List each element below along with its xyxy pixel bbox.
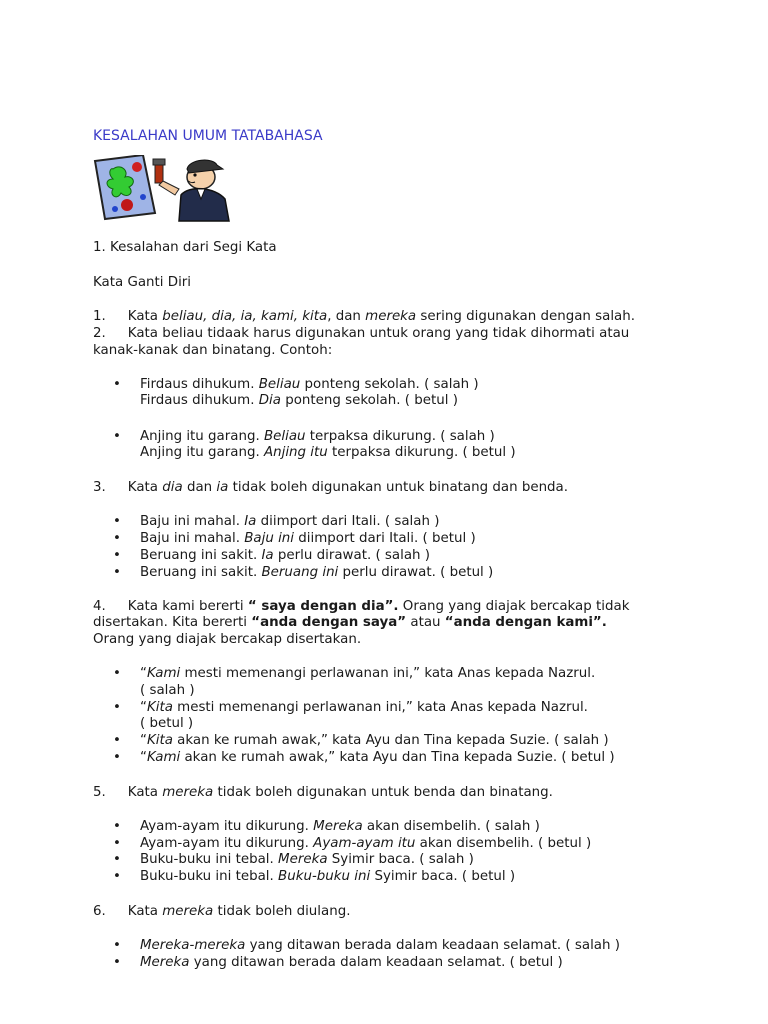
text: Beruang ini sakit. [140, 565, 262, 580]
example [140, 548, 430, 564]
italic-text: Ia [261, 548, 274, 563]
text: mesti memenangi perlawanan ini,” kata Anas kepada Nazrul. [180, 666, 596, 681]
text: Beruang ini sakit. [140, 548, 262, 563]
text: Syimir baca. ( betul ) [370, 869, 516, 884]
italic-text: Beliau [263, 429, 306, 444]
italic-text: Dia [258, 393, 281, 408]
bold-text: “ saya dengan dia”. [247, 599, 399, 614]
italic-text: Ia [244, 514, 257, 529]
italic-text: Baju ini [244, 531, 295, 546]
italic-text: Kita [146, 700, 173, 715]
text: Kata [127, 904, 163, 919]
bullet: • [113, 514, 121, 529]
example [140, 852, 474, 868]
point-5 [93, 785, 553, 801]
example [140, 377, 479, 393]
bullet: • [113, 750, 121, 765]
point-4-cont: Orang yang diajak bercakap disertakan. [93, 632, 362, 647]
text: Firdaus dihukum. [140, 393, 259, 408]
text: “ [140, 666, 147, 681]
text: ponteng sekolah. ( salah ) [300, 377, 479, 392]
italic-text: Anjing itu [263, 445, 328, 460]
bullet: • [113, 548, 121, 563]
text: akan ke rumah awak,” kata Ayu dan Tina kepada Suzie. ( salah ) [172, 733, 609, 748]
text: Kata kami bererti [127, 599, 248, 614]
text: sering digunakan dengan salah. [416, 309, 635, 324]
text: ponteng sekolah. ( betul ) [280, 393, 458, 408]
point-number: 6. [93, 904, 106, 919]
text: Anjing itu garang. [140, 445, 264, 460]
text: Orang yang diajak bercakap tidak [398, 599, 630, 614]
bullet: • [113, 869, 121, 884]
text: terpaksa dikurung. ( betul ) [327, 445, 516, 460]
document-title: KESALAHAN UMUM TATABAHASA [93, 128, 323, 144]
text: perlu dirawat. ( salah ) [273, 548, 431, 563]
bullet: • [113, 955, 121, 970]
text: Kata [127, 785, 163, 800]
bullet: • [113, 531, 121, 546]
example [140, 819, 540, 835]
example [140, 869, 515, 885]
point-6 [93, 904, 350, 920]
italic-text: Kami [146, 750, 181, 765]
text: akan disembelih. ( salah ) [362, 819, 540, 834]
italic-text: Kami [146, 666, 181, 681]
example [140, 836, 591, 852]
italic-text: Mereka-mereka [140, 938, 246, 953]
text: disertakan. Kita bererti [93, 615, 252, 630]
text: atau [406, 615, 445, 630]
italic-text: Kita [146, 733, 173, 748]
text: akan ke rumah awak,” kata Ayu dan Tina kepada Suzie. ( betul ) [180, 750, 615, 765]
example-verdict: ( salah ) [140, 683, 195, 698]
italic-text: Ayam-ayam itu [313, 836, 416, 851]
text: Buku-buku ini tebal. [140, 869, 279, 884]
example [140, 514, 439, 530]
example [140, 750, 615, 766]
example [140, 938, 620, 954]
italic-text: Beliau [258, 377, 301, 392]
text: mesti memenangi perlawanan ini,” kata Anas kepada Nazrul. [172, 700, 588, 715]
example [140, 445, 516, 461]
point-number: 2. [93, 326, 106, 341]
italic-text: ia [216, 480, 229, 495]
bullet: • [113, 852, 121, 867]
point-number: 1. [93, 309, 106, 324]
text: Baju ini mahal. [140, 531, 245, 546]
italic-text: mereka [162, 785, 214, 800]
italic-text: dia [162, 480, 183, 495]
point-3 [93, 480, 568, 496]
text: Kata [127, 309, 163, 324]
bullet: • [113, 819, 121, 834]
text: , dan [327, 309, 366, 324]
text: “ [140, 750, 147, 765]
point-1 [93, 309, 635, 325]
subsection-heading: Kata Ganti Diri [93, 275, 192, 290]
bullet: • [113, 733, 121, 748]
example [140, 429, 495, 445]
example [140, 531, 476, 547]
text: yang ditawan berada dalam keadaan selamat. ( salah ) [245, 938, 620, 953]
text: “ [140, 733, 147, 748]
text: Kata beliau tidaak harus digunakan untuk orang yang tidak dihormati atau [127, 326, 630, 341]
section-heading: 1. Kesalahan dari Segi Kata [93, 240, 277, 255]
italic-text: mereka [365, 309, 417, 324]
text: yang ditawan berada dalam keadaan selamat. ( betul ) [189, 955, 563, 970]
bullet: • [113, 429, 121, 444]
text: Buku-buku ini tebal. [140, 852, 279, 867]
bold-text: “anda dengan saya” [251, 615, 407, 630]
text: Anjing itu garang. [140, 429, 264, 444]
text: Ayam-ayam itu dikurung. [140, 819, 314, 834]
text: tidak boleh digunakan untuk benda dan binatang. [213, 785, 553, 800]
italic-text: Mereka [140, 955, 190, 970]
text: akan disembelih. ( betul ) [415, 836, 592, 851]
text: Kata [127, 480, 163, 495]
example [140, 700, 588, 716]
example [140, 955, 563, 971]
bullet: • [113, 836, 121, 851]
text: Ayam-ayam itu dikurung. [140, 836, 314, 851]
point-number: 3. [93, 480, 106, 495]
text: terpaksa dikurung. ( salah ) [305, 429, 495, 444]
text: dan [182, 480, 217, 495]
italic-text: Mereka [313, 819, 363, 834]
italic-text: Mereka [278, 852, 328, 867]
italic-text: Beruang ini [261, 565, 339, 580]
example [140, 733, 609, 749]
italic-text: Buku-buku ini [278, 869, 371, 884]
italic-text: beliau, dia, ia, kami, kita [162, 309, 328, 324]
point-4 [93, 599, 629, 615]
point-4-cont [93, 615, 607, 631]
italic-text: mereka [162, 904, 214, 919]
painter-illustration [93, 155, 233, 223]
text: Firdaus dihukum. [140, 377, 259, 392]
point-number: 5. [93, 785, 106, 800]
bullet: • [113, 938, 121, 953]
point-number: 4. [93, 599, 106, 614]
example [140, 666, 595, 682]
text: Baju ini mahal. [140, 514, 245, 529]
text: Syimir baca. ( salah ) [327, 852, 474, 867]
bullet: • [113, 700, 121, 715]
point-2 [93, 326, 629, 342]
example [140, 565, 493, 581]
text: diimport dari Itali. ( betul ) [294, 531, 476, 546]
text: “ [140, 700, 147, 715]
text: perlu dirawat. ( betul ) [338, 565, 494, 580]
bold-text: “anda dengan kami”. [444, 615, 607, 630]
bullet: • [113, 565, 121, 580]
example [140, 393, 458, 409]
text: diimport dari Itali. ( salah ) [256, 514, 440, 529]
text: tidak boleh diulang. [213, 904, 351, 919]
bullet: • [113, 377, 121, 392]
example-verdict: ( betul ) [140, 716, 194, 731]
point-2-cont: kanak-kanak dan binatang. Contoh: [93, 343, 333, 358]
bullet: • [113, 666, 121, 681]
text: tidak boleh digunakan untuk binatang dan benda. [228, 480, 569, 495]
